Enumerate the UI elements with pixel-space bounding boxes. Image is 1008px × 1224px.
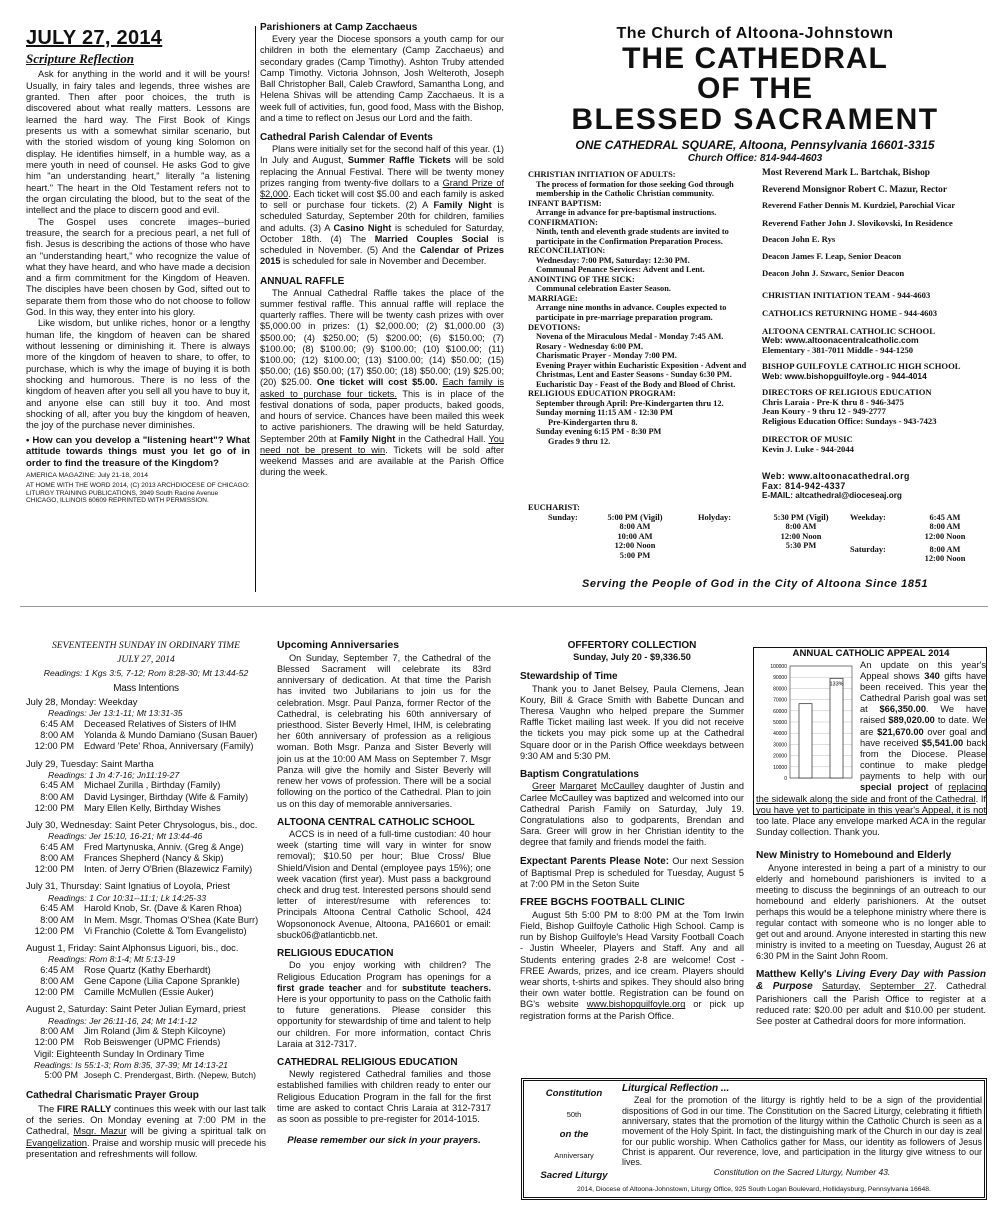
y-tick-label: 50000: [773, 719, 787, 726]
cathedral-re-text: Newly registered Cathedral families and those established families with children ready to enter our Religious Education Program in the fall for the first time are asked to contact Chris Laraia at 312-7317 as soon as possible to pre-register for 2014-1015.: [277, 1069, 491, 1125]
bottom-middle-column: [277, 640, 491, 1202]
mass-time: 6:45 AM: [40, 903, 74, 914]
constitution-sidebar: Constitution 50th on the Anniversary Sacred Liturgy: [540, 1088, 608, 1182]
mass-time: 8:00 AM: [40, 914, 74, 925]
saturday-times: 8:00 AM 12:00 Noon: [924, 545, 966, 564]
intention-day: [26, 881, 266, 936]
appeal-chart: [756, 660, 856, 784]
sacrament-item: CHRISTIAN INITIATION OF ADULTS: The process of formation for those seeking God through membership in the Catholic Christian community.: [528, 170, 734, 199]
contact-line: CHRISTIAN INITIATION TEAM - 944-4603: [762, 289, 931, 300]
mass-intention-row: [26, 730, 266, 741]
intention-day-readings: Readings: Jer 26:11-16, 24; Mt 14:1-12: [48, 1015, 197, 1026]
mass-time: 8:00 AM: [40, 853, 74, 864]
diocese-name: The Church of Altoona-Johnstown: [616, 25, 894, 42]
mass-intention-row: [26, 803, 266, 814]
mass-intention-row: [26, 842, 266, 853]
clergy-member: Most Reverend Mark L. Bartchak, Bishop: [762, 168, 930, 178]
y-tick-label: 100000: [770, 663, 787, 670]
vigil-mass: 5:00 PM Joseph C. Prendergast, Birth. (Nepew, Butch): [44, 1070, 256, 1081]
intentions-date: JULY 27, 2014: [117, 653, 175, 665]
sacrament-item: RELIGIOUS EDUCATION PROGRAM: September through April: Pre-Kindergarten thru 12. Sunday morning 11:15 AM - 12:30 PM Pre-Kindergarten thru 8. Sunday evening 6:15 PM - 8:30 PM Grades 9 thru 12.: [528, 389, 724, 446]
reflection-paragraph: The Gospel uses concrete images--buried treasure, the search for a precious pearl, a net full of fish. Jesus is describing the actions of those who have an "understanding heart," who recognize the value of what they have heard, and who have made a decision and a firm commitment for the Kingdom of Heaven. The disciples have been chosen by God, sifted out to separate them from those who do not choose to follow God. In this way, they enter into his glory.: [26, 216, 250, 318]
mass-time: 12:00 PM: [34, 864, 74, 875]
clergy-member: Reverend Father Dennis M. Kurdziel, Parochial Vicar: [762, 201, 956, 211]
mass-intention: Gene Capone (Lilia Capone Sprankle): [84, 975, 240, 986]
offertory-title: OFFERTORY COLLECTION: [567, 640, 697, 651]
contact-line: Religious Education Office: Sundays - 943-7423: [762, 416, 937, 427]
appeal-title: ANNUAL CATHOLIC APPEAL 2014: [792, 648, 950, 659]
eucharist-schedule: [528, 503, 992, 575]
y-tick-label: 70000: [773, 697, 787, 704]
contact-line: Elementary - 381-7011 Middle - 944-1250: [762, 345, 914, 356]
sick-prayers: Please remember our sick in your prayers.: [287, 1135, 481, 1147]
mass-intention-row: [26, 719, 266, 730]
fax-number: Fax: 814-942-4337: [762, 481, 846, 492]
liturgical-reflection-box: [521, 1078, 987, 1200]
contact-line: Jean Koury - 9 thru 12 - 949-2777: [762, 406, 886, 417]
baptism-title: Baptism Congratulations: [520, 769, 639, 781]
clergy-member: Deacon James F. Leap, Senior Deacon: [762, 251, 902, 262]
mass-intention: Vi Franchio (Colette & Tom Evangelisto): [84, 925, 247, 936]
mass-time: 8:00 AM: [40, 791, 74, 802]
mass-intention: Camille McMullen (Essie Auker): [84, 987, 214, 998]
mass-intention: Fred Martynuska, Anniv. (Greg & Ange): [84, 841, 244, 852]
intention-day-title: August 1, Friday: Saint Alphonsus Liguori, bis., doc.: [26, 942, 239, 953]
contact-line: ALTOONA CENTRAL CATHOLIC SCHOOL: [762, 325, 935, 336]
weekday-times: 6:45 AM 8:00 AM 12:00 Noon: [924, 513, 966, 541]
saturday-label: Saturday:: [850, 545, 886, 554]
intention-day-title: August 2, Saturday: Saint Peter Julian Eymard, priest: [26, 1004, 246, 1015]
sacrament-item: RECONCILIATION: Wednesday: 7:00 PM, Saturday: 12:30 PM. Communal Penance Services: Advent and Lent.: [528, 246, 705, 275]
mass-intention: Mary Ellen Kelly, Birthday Wishes: [84, 802, 221, 813]
sacrament-item: DEVOTIONS: Novena of the Miraculous Medal - Monday 7:45 AM. Rosary - Wednesday 6:00 PM. Charismatic Prayer - Monday 7:00 PM. Evening Prayer within Eucharistic Exposition - Advent and Christmas, Lent and Easter Seasons - Sunday 6:30 PM. Eucharistic Day - Feast of the Body and Blood of Christ.: [528, 322, 747, 389]
cathedral-title: BLESSED SACRAMENT: [571, 102, 939, 136]
sacrament-item: ANOINTING OF THE SICK: Communal celebration Easter Season.: [528, 274, 671, 294]
office-phone: Church Office: 814-944-4603: [687, 152, 823, 164]
appeal-bar: [799, 703, 812, 777]
mass-intention-row: [26, 1037, 266, 1048]
appeal-text: An update on this year's Appeal shows 340 gifts have been received. This year the Cathedral Parish goal was set at $66,350.00. We have raised $89,020.00 to date. We are $21,670.00 over goal and have received $5,541.00 back from the Diocese. Please continue to make pledge payments to help with our special project of replacing the sidewalk along the side and front of the Cathedral. If you have yet to participate in this year's Appeal, it is not too late. Place any envelope marked ACA in the regular Sunday collection. Thank you.: [756, 659, 986, 838]
intention-day-readings: Readings: Jer 13:1-11; Mt 13:31-35: [48, 708, 183, 719]
mass-time: 6:45 AM: [40, 718, 74, 729]
mass-time: 6:45 AM: [40, 841, 74, 852]
sacrament-item: CONFIRMATION: Ninth, tenth and eleventh grade students are invited to participate in the Confirmation Preparation Process.: [528, 217, 729, 246]
football-text: August 5th 5:00 PM to 8:00 PM at the Tom Irwin Field, Bishop Guilfoyle Catholic High School. Camp is run by Bishop Guilfoyle's Head Varsity Football Coach - Justin Wheeler, Players and Staff. Any and all Students entering grades 2-8 are welcome! Cost - FREE Awards, prizes, and ice cream. Players should wear shorts, t-shirts and spikes. They should also bring their own water bottle. Registration can be found on BG's website www.bishopguilfoyle.org or pick up registration forms at the Parish Office.: [520, 909, 744, 1021]
sacrament-item: INFANT BAPTISM: Arrange in advance for pre-baptismal instructions.: [528, 198, 717, 218]
mass-time: 8:00 AM: [40, 1026, 74, 1037]
liturgical-title: Liturgical Reflection ...: [622, 1083, 730, 1094]
calendar-title: Cathedral Parish Calendar of Events: [260, 131, 433, 143]
stewardship-text: Thank you to Janet Belsey, Paula Clemens, Jean Koury, Bill & Grace Smith with Babette Duncan and Theresa Vaughn who helped prepare the Summer Raffle Ticket mailing last week. If you did not receive the tickets you may pick some up at the Cathedral Square door or in the Parish Office weekdays between 9:30 AM and 5:30 PM.: [520, 683, 744, 761]
cathedral-title: OF THE: [697, 71, 813, 105]
section-divider: [20, 606, 988, 607]
camp-text: Every year the Diocese sponsors a youth camp for our children in both the elementary (Camp Zacchaeus) and secondary grades (Camp Timothy). Ashton Truby attended Camp Timothy. Victoria Johnson, Josh Welteroth, Joseph Ball Christopher Ball, Caleb Crawford, Samantha Long, and Helena Shivas will be attending Camp Zacchaeus. It is a week full of activities, fun, good food, Mass with the Bishop, and a time to reflect on Jesus our Lord and the faith.: [260, 34, 504, 123]
reflection-source: AMERICA MAGAZINE: July 21-18, 2014: [26, 471, 149, 479]
mass-intentions-title: Mass Intentions: [113, 682, 179, 694]
masthead: [520, 24, 990, 174]
accs-text: ACCS is in need of a full-time custodian: 40 hour week (starting time will vary in winter for snow removal); $10.50 per hour; Blue Cross/ Blue Shield/Vision and Dental (employee pays 15%); one week vacation (first year). Must pass a background check and drug test. Interested persons should send letter of interest/resume with references to: Principals Altoona Central Catholic School, 424 Wopsononock Avenue, Altoona, PA16601 or email: sbuck06@atlanticbb.net.: [277, 828, 491, 940]
baptism-text: Greer Margaret McCaulley daughter of Justin and Carlee McCaulley was baptized and welcomed into our Cathedral Parish Family on Saturday, July 19. Congratulations also to godparents, Brendan and Sara. Greer will grow in her Christian identity to the degree that family and friends model the faith.: [520, 781, 744, 848]
mass-intention: Edward 'Pete' Rhoa, Anniversary (Family): [84, 741, 254, 752]
bottom-right-b-column: [756, 648, 986, 1068]
intention-day-readings: Readings: 1 Jn 4:7-16; Jn11:19-27: [48, 769, 180, 780]
mass-intention: David Lysinger, Birthday (Wife & Family): [84, 791, 249, 802]
mass-intention: Michael Zurilla , Birthday (Family): [84, 780, 221, 791]
contact-line: Kevin J. Luke - 944-2044: [762, 444, 854, 455]
bg-website-link[interactable]: www.bishopguilfoyle.org: [586, 999, 686, 1010]
reflection-title: Scripture Reflection: [26, 51, 134, 67]
mass-intention: Rob Beiswenger (UPMC Friends): [84, 1037, 221, 1048]
mass-intention-row: [26, 853, 266, 864]
sunday-readings: Readings: 1 Kgs 3:5, 7-12; Rom 8:28-30; Mt 13:44-52: [43, 668, 249, 679]
weekday-label: Weekday:: [850, 513, 886, 522]
liturgical-footer: 2014, Diocese of Altoona-Johnstown, Liturgy Office, 925 South Logan Boulevard, Hollidaysburg, Pennsylvania 16648.: [577, 1185, 931, 1193]
mass-intention-row: [26, 792, 266, 803]
intention-day-readings: Readings: Rom 8:1-4; Mt 5:13-19: [48, 954, 176, 965]
vigil-readings: Readings: Is 55:1-3; Rom 8:35, 37-39; Mt 14:13-21: [34, 1059, 228, 1070]
ministry-text: Anyone interested in being a part of a ministry to our elderly and homebound parishioners is invited to a meeting to discuss the beginnings of an outreach to our homebound and elderly parishioners. At the outset perhaps this would be a telephone ministry where there is regular contact with someone who is no longer able to get out and around. Anyone interested in starting this new ministry is invited to a meeting on Tuesday, August 26 at 6:30 PM in the Saint John Room.: [756, 862, 986, 962]
issue-date: JULY 27, 2014: [26, 27, 163, 49]
mass-intention: Inten. of Jerry O'Brien (Blazewicz Family): [84, 864, 253, 875]
reflection-question: • How can you develop a "listening heart"? What attitude towards things must you let go of in order to find the treasure of the Kingdom?: [26, 434, 250, 470]
mass-intention-row: [26, 1026, 266, 1037]
liturgical-citation: Constitution on the Sacred Liturgy, Number 43.: [713, 1167, 891, 1178]
mass-intention: Harold Knob, Sr. (Dave & Karen Rhoa): [84, 903, 242, 914]
mass-intention: In Mem. Msgr. Thomas O'Shea (Kate Burr): [84, 914, 259, 925]
clergy-member: Deacon John E. Rys: [762, 234, 836, 245]
y-tick-label: 90000: [773, 674, 787, 681]
sacrament-item: MARRIAGE: Arrange nine months in advance. Couples expected to participate in pre-marriage preparation program.: [528, 293, 727, 322]
y-tick-label: 80000: [773, 686, 787, 693]
mass-intention-row: [26, 741, 266, 752]
mass-intention-row: [26, 926, 266, 937]
y-tick-label: 0: [784, 775, 787, 782]
mass-time: 12:00 PM: [34, 802, 74, 813]
mass-time: 12:00 PM: [34, 925, 74, 936]
offertory-amount: Sunday, July 20 - $9,336.50: [573, 652, 691, 663]
intention-day-title: July 29, Tuesday: Saint Martha: [26, 758, 154, 769]
contact-line: BISHOP GUILFOYLE CATHOLIC HIGH SCHOOL: [762, 361, 961, 372]
mass-intention-row: [26, 780, 266, 791]
intention-day-readings: Readings: Jer 15:10, 16-21; Mt 13:44-46: [48, 831, 203, 842]
cathedral-re-title: CATHEDRAL RELIGIOUS EDUCATION: [277, 1057, 458, 1069]
reflection-copyright: AT HOME WITH THE WORD 2014, (C) 2013 ARCHDIOCESE OF CHICAGO: LITURGY TRAINING PUBLICATIONS, 3949 South Racine Avenue CHICAGO, ILLINOIS 60609 REPRINTED WITH PERMISSION.: [26, 482, 250, 505]
raffle-title: ANNUAL RAFFLE: [260, 275, 345, 287]
intention-day: [26, 697, 266, 752]
anniversaries-title: Upcoming Anniversaries: [277, 640, 400, 651]
intention-day-title: July 30, Wednesday: Saint Peter Chrysologus, bis., doc.: [26, 820, 258, 831]
mass-intention: Deceased Relatives of Sisters of IHM: [84, 718, 237, 729]
calendar-text: Plans were initially set for the second half of this year. (1) In July and August, Summer Raffle Tickets will be sold replacing the Annual Festival. There will be twenty money prizes ranging from twenty-five dollars to a Grand Prize of $2,000. Each ticket will cost $5.00 and each family is asked to sell or purchase four tickets. (2) A Family Night is scheduled Saturday, September 20th for children, families and adults. (3) A Casino Night is scheduled for Saturday, October 18th. (4) The Married Couples Social is scheduled in November. (5) And the Calendar of Prizes 2015 is scheduled for sale in November and December.: [260, 144, 504, 267]
mass-intention: Frances Shepherd (Nancy & Skip): [84, 853, 224, 864]
sacraments: [528, 170, 756, 510]
charismatic-text: The FIRE RALLY continues this week with our last talk of the series. On Monday evening at 7:00 PM in the Cathedral, Msgr. Mazur will be giving a spiritual talk on Evangelization. Praise and worship music will precede his presentation and refreshments will follow.: [26, 1102, 266, 1160]
intention-day-readings: Readings: 1 Cor 10:31--11:1; Lk 14:25-33: [48, 892, 206, 903]
clergy-member: Deacon John J. Szwarc, Senior Deacon: [762, 267, 905, 278]
religious-ed-text: Do you enjoy working with children? The Religious Education Program has openings for a first grade teacher and for substitute teachers. Here is your opportunity to pass on the Catholic faith to future generations. Please consider this opportunity for stewardship of time and talent to help our children. For more information, contact Chris Laraia at 312-7317.: [277, 960, 491, 1049]
raffle-text: The Annual Cathedral Raffle takes the place of the summer festival raffle. This annual raffle will replace the quarterly raffles. There will be twenty cash prizes with over $5,000.00 in prizes: (1) $2,000.00; (2) $1,000.00 (3) $500.00; (4) $250.00; (5) $200.00; (6) $150.00; (7) $100.00; (8) $100.00; (9) $100.00; (10) $100.00; (11) $100.00; (12) $100.00; (13) $100.00; (14) $50.00; (15) $50.00; (16) $50.00; (17) $50.00; (18) $50.00; (19) $25.00; (20) $25.00. One ticket will cost $5.00. Each family is asked to purchase four tickets. This is in place of the festival donations of soda, paper products, baked goods, and hours of service. Chances have been mailed this week to active parishioners. The drawing will be held Saturday, September 20th at Family Night in the Cathedral Hall. You need not be present to win. Tickets will be sold after weekend Masses and are available at the Parish Office during the week.: [260, 287, 504, 478]
bar-data-label: 133%: [829, 681, 844, 688]
website-link[interactable]: Web: www.altoonacathedral.org: [762, 470, 910, 481]
mass-time: 8:00 AM: [40, 975, 74, 986]
football-title: FREE BGCHS FOOTBALL CLINIC: [520, 897, 685, 908]
mass-intention-row: [26, 965, 266, 976]
religious-ed-title: RELIGIOUS EDUCATION: [277, 948, 394, 960]
mass-intention-row: [26, 903, 266, 914]
appeal-bar: [830, 678, 843, 778]
clergy-member: Reverend Father John J. Slovikovski, In Residence: [762, 218, 953, 229]
holyday-times: 5:30 PM (Vigil) 8:00 AM 12:00 Noon 5:30 PM: [773, 513, 829, 551]
clergy-member: Reverend Monsignor Robert C. Mazur, Rector: [762, 184, 947, 195]
mass-intention: Yolanda & Mundo Damiano (Susan Bauer): [84, 730, 258, 741]
intention-day-title: July 31, Thursday: Saint Ignatius of Loyola, Priest: [26, 881, 230, 892]
mass-intention-row: [26, 864, 266, 875]
mass-time: 12:00 PM: [34, 1037, 74, 1048]
bottom-right-a-column: [520, 640, 744, 1070]
y-tick-label: 40000: [773, 730, 787, 737]
contact-line: CATHOLICS RETURNING HOME - 944-4603: [762, 307, 938, 318]
mass-time: 8:00 AM: [40, 730, 74, 741]
reflection-paragraph: Ask for anything in the world and it will be yours! Usually, in fairy tales and legends, three wishes are granted. Then after poor choices, the truth is discovered about what really matters. Lessons are learned the hard way. The First Book of Kings presents us with a somewhat similar scenario, but with the storied wisdom of young king Solomon on display. He identifies himself, in a humble way, as a mere youth in need of counsel. He asks God to give him "an understanding heart," literally "a listening heart." The heart in the Old Testament refers not to the organ circulating the blood, but to the seat of the intellect and the place to discern good and evil.: [26, 69, 250, 216]
mass-time: 6:45 AM: [40, 780, 74, 791]
mass-time: 12:00 PM: [34, 987, 74, 998]
email-link[interactable]: E-MAIL: altcathedral@dioceseaj.org: [762, 491, 902, 501]
mass-intention: Jim Roland (Jim & Steph Kilcoyne): [84, 1026, 226, 1037]
accs-title: ALTOONA CENTRAL CATHOLIC SCHOOL: [277, 816, 475, 828]
expectant-text: Expectant Parents Please Note: Our next Session of Baptismal Prep is scheduled for Tuesday, August 5 at 7:00 PM in the Seton Suite: [520, 855, 744, 889]
mass-time: 12:00 PM: [34, 741, 74, 752]
intention-day-title: July 28, Monday: Weekday: [26, 697, 138, 708]
sunday-times: 5:00 PM (Vigil) 8:00 AM 10:00 AM 12:00 Noon 5:00 PM: [607, 513, 663, 560]
mass-intention-row: [26, 976, 266, 987]
ministry-title: New Ministry to Homebound and Elderly: [756, 850, 952, 862]
contact-line: DIRECTOR OF MUSIC: [762, 434, 853, 445]
vigil-day: Vigil: Eighteenth Sunday In Ordinary Time: [34, 1048, 205, 1059]
y-tick-label: 60000: [773, 708, 787, 715]
motto: Serving the People of God in the City of Altoona Since 1851: [581, 578, 929, 590]
cathedral-title: THE CATHEDRAL: [622, 41, 888, 75]
camp-title: Parishioners at Camp Zacchaeus: [260, 22, 418, 33]
intention-day: [26, 943, 266, 998]
y-tick-label: 30000: [773, 742, 787, 749]
liturgical-text: Zeal for the promotion of the liturgy is rightly held to be a sign of the providential dispositions of God in our time. The Constitution on the Sacred Liturgy, celebrating it fiftieth anniversary, states that the promotion of the liturgy within the Catholic Church is seen as a movement of the Holy Spirit. In fact, the distinguishing mark of the Church in our day is zeal for our public worship. When Catholics gather for Mass, our identity as followers of Jesus Christ is apparent. Our reverence, love, and participation in the liturgy give witness to our lives.: [622, 1095, 982, 1168]
y-tick-label: 20000: [773, 753, 787, 760]
accs-website-link[interactable]: Web: www.altoonacentralcatholic.com: [762, 335, 919, 346]
intention-day: [26, 1004, 266, 1048]
charismatic-title: Cathedral Charismatic Prayer Group: [26, 1090, 199, 1102]
eucharist-label: EUCHARIST:: [528, 503, 580, 512]
holyday-label: Holyday:: [698, 513, 732, 522]
kelly-text: Matthew Kelly's Living Every Day with Passion & Purpose Saturday, September 27. Cathedral Parishioners call the Parish Office to register at a reduced rate: $20.00 per adult and $10.00 per student. See poster at Cathedral doors for more information.: [756, 969, 986, 1027]
y-tick-label: 10000: [773, 764, 787, 771]
appeal-bar-chart: [756, 660, 856, 784]
reflection-paragraph: Like wisdom, but unlike riches, honor or a lengthy human life, the kingdom of heaven can be shared without lessening or diminishing it. There is always more of the kingdom of heaven to share, to offer, to purchase, which is why the image of buying it is both shocking and humorous. There is no less of the kingdom of heaven after you sell all you have to buy it, and anyone else can still buy it too. And most shocking of all, after you buy the kingdom of heaven, the joy of the purchase never diminishes.: [26, 318, 250, 431]
top-middle-column: [260, 22, 504, 594]
mass-intention-row: [26, 987, 266, 998]
contact-line: Chris Laraia - Pre-K thru 8 - 946-3475: [762, 396, 904, 407]
scripture-reflection: [26, 26, 250, 596]
mass-intention: Rose Quartz (Kathy Eberhardt): [84, 964, 211, 975]
column-divider: [255, 26, 256, 592]
intention-day: [26, 820, 266, 875]
mass-intention-row: [26, 915, 266, 926]
mass-time: 6:45 AM: [40, 964, 74, 975]
contact-line: DIRECTORS OF RELIGIOUS EDUCATION: [762, 386, 932, 397]
address: ONE CATHEDRAL SQUARE, Altoona, Pennsylvania 16601-3315: [575, 138, 935, 153]
anniversaries-text: On Sunday, September 7, the Cathedral of the Blessed Sacrament will celebrate its 83rd anniversary of dedication. At that time the Parish has invited two Jubilarians to join us for the celebration. Msgr. Paul Panza, former Rector of the Cathedral, is celebrating his 60th anniversary of priesthood. Sister Beverly Hmel, IHM, is celebrating her 60th anniversary of profession as a religious woman. Both Msgr. Panza and Sister Beverly will join us at the 10:00 AM Mass on September 7. Msgr Panza will give the homily and Sister Beverly will renew her vows of profession. There will be a social following on the portico of the Cathedral. Plan to join us on this day of memorable anniversaries.: [277, 652, 491, 809]
bg-website-link[interactable]: Web: www.bishopguilfoyle.org - 944-4014: [762, 371, 927, 382]
sunday-title: SEVENTEENTH SUNDAY IN ORDINARY TIME: [52, 640, 240, 651]
stewardship-title: Stewardship of Time: [520, 671, 618, 683]
mass-intentions: [26, 640, 266, 1200]
clergy-contacts: [762, 168, 992, 506]
intention-day: [26, 759, 266, 814]
sunday-label: Sunday:: [548, 513, 578, 522]
